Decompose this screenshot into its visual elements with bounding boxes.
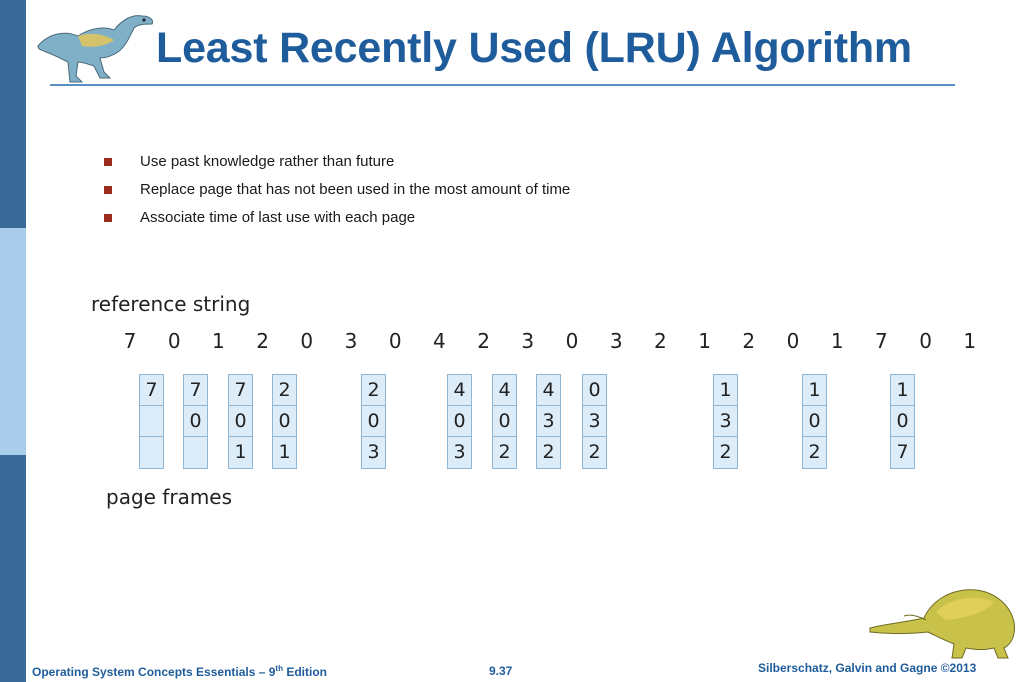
- page-frame-column: [272, 374, 297, 469]
- page-frame-column: [492, 374, 517, 469]
- bullet-square-icon: [104, 186, 112, 194]
- reference-string-item: 2: [477, 329, 490, 353]
- footer-copyright: Silberschatz, Galvin and Gagne ©2013: [758, 661, 977, 675]
- reference-string-item: 1: [830, 329, 844, 353]
- reference-string-label: reference string: [91, 292, 251, 316]
- page-frame-cell: 2: [362, 375, 385, 406]
- reference-string-item: 1: [963, 329, 977, 353]
- footer-book-title-suffix: Edition: [282, 665, 327, 679]
- bullet-square-icon: [104, 158, 112, 166]
- page-frame-column: [361, 374, 386, 469]
- page-frame-cell: 3: [537, 406, 560, 437]
- page-frame-cell: 0: [493, 406, 516, 437]
- footer-page-number: 9.37: [489, 664, 513, 678]
- page-frame-cell: [140, 437, 163, 468]
- reference-string-item: 2: [742, 329, 756, 353]
- page-frame-cell: 0: [891, 406, 914, 437]
- page-frame-cell: 1: [278, 441, 291, 463]
- dinosaur-logo-icon: [34, 6, 158, 86]
- page-frame-column: [713, 374, 738, 469]
- reference-string-item: 0: [565, 329, 579, 353]
- page-frames-label: page frames: [106, 485, 233, 509]
- page-frame-cell: 2: [273, 375, 296, 406]
- side-stripe-top: [0, 0, 26, 228]
- page-frame-cell: 2: [498, 441, 511, 463]
- slide-title: Least Recently Used (LRU) Algorithm: [156, 24, 912, 72]
- page-frame-column: [228, 374, 253, 469]
- page-frame-column: [139, 374, 164, 469]
- side-stripe-middle: [0, 228, 26, 455]
- page-frame-column: [890, 374, 915, 469]
- page-frame-cell: 3: [453, 441, 466, 463]
- page-frame-cell: 3: [367, 441, 380, 463]
- reference-string-item: 2: [256, 329, 269, 353]
- page-frame-cell: 3: [583, 406, 606, 437]
- page-frame-cell: 0: [583, 375, 606, 406]
- bullet-text: Associate time of last use with each page: [140, 209, 416, 226]
- reference-string-item: 3: [609, 329, 623, 353]
- page-frame-column: [447, 374, 472, 469]
- reference-string-item: 0: [786, 329, 800, 353]
- page-frame-cell: 1: [714, 375, 737, 406]
- page-frame-cell: 1: [234, 441, 247, 463]
- page-frame-cell: 7: [896, 441, 909, 463]
- reference-string-item: 0: [167, 329, 181, 353]
- reference-string-item: 0: [919, 329, 932, 353]
- page-frame-cell: 2: [808, 441, 821, 463]
- dinosaur-footer-icon: [866, 582, 1018, 662]
- page-frame-column: [183, 374, 208, 469]
- side-stripe-bottom: [0, 455, 26, 682]
- footer-book-title: [32, 664, 327, 679]
- page-frame-column: [582, 374, 607, 469]
- page-frame-cell: 3: [714, 406, 737, 437]
- page-frame-cell: 7: [229, 375, 252, 406]
- reference-string-item: 7: [123, 329, 137, 353]
- reference-string-item: 1: [698, 329, 711, 353]
- footer-edition-superscript: th: [275, 664, 283, 673]
- page-frame-cell: 2: [719, 441, 732, 463]
- page-frame-cell: [140, 406, 163, 437]
- title-divider: [50, 84, 955, 86]
- bullet-text: Use past knowledge rather than future: [140, 153, 395, 170]
- page-frame-cell: 1: [803, 375, 826, 406]
- page-frame-cell: 0: [229, 406, 252, 437]
- page-frame-cell: 2: [588, 441, 601, 463]
- reference-string-item: 0: [388, 329, 402, 353]
- page-frame-cell: 0: [273, 406, 296, 437]
- page-frame-cell: 0: [362, 406, 385, 437]
- page-frame-cell: 1: [891, 375, 914, 406]
- page-frame-cell: 0: [448, 406, 471, 437]
- page-frame-cell: 2: [542, 441, 555, 463]
- page-frame-cell: 0: [184, 406, 207, 437]
- page-frame-cell: [184, 437, 207, 468]
- page-frame-column: [802, 374, 827, 469]
- reference-string-item: 4: [433, 329, 446, 353]
- page-frame-cell: 0: [803, 406, 826, 437]
- footer-book-title-prefix: Operating System Concepts Essentials – 9: [32, 665, 276, 679]
- reference-string-item: 0: [300, 329, 314, 353]
- reference-string-item: 3: [521, 329, 535, 353]
- reference-string-item: 2: [654, 329, 667, 353]
- reference-string-item: 3: [344, 329, 358, 353]
- page-frame-cell: 4: [493, 375, 516, 406]
- bullet-square-icon: [104, 214, 112, 222]
- page-frame-cell: 7: [184, 375, 207, 406]
- page-frame-cell: 4: [448, 375, 471, 406]
- reference-string-item: 7: [875, 329, 888, 353]
- page-frame-cell: 4: [537, 375, 560, 406]
- bullet-text: Replace page that has not been used in the most amount of time: [140, 181, 571, 198]
- page-frame-column: [536, 374, 561, 469]
- reference-string-item: 1: [212, 329, 225, 353]
- page-frame-cell: 7: [140, 375, 163, 406]
